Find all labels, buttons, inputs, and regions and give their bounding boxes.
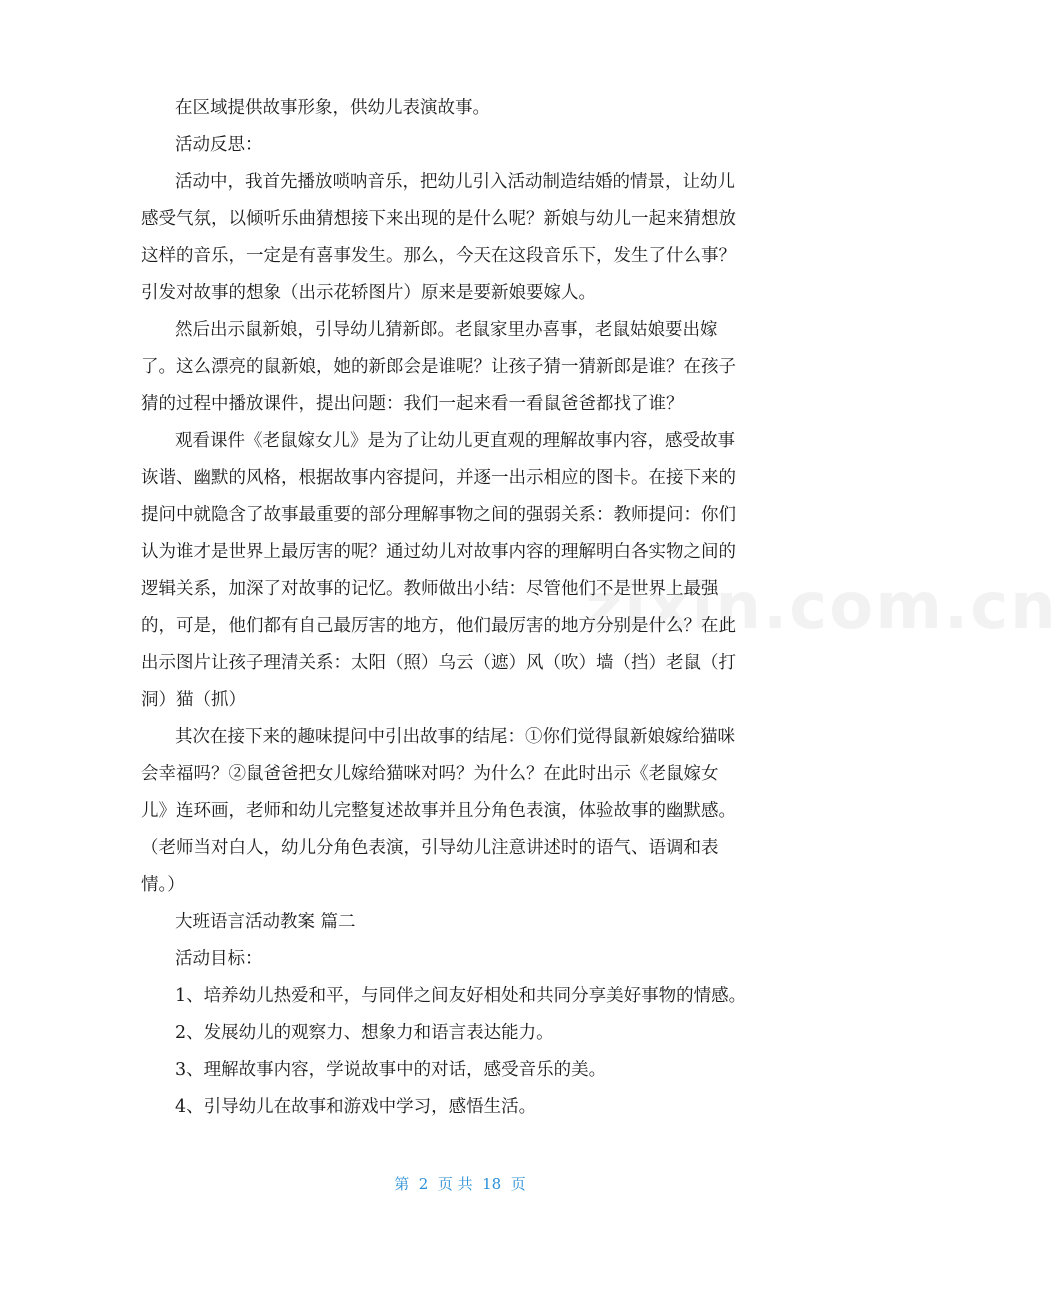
paragraph-line: 了。这么漂亮的鼠新娘，她的新郎会是谁呢？让孩子猜一猜新郎是谁？在孩子 xyxy=(141,357,736,377)
section-heading: 活动反思： xyxy=(175,135,263,155)
paragraph-line: 出示图片让孩子理清关系：太阳（照）乌云（遮）风（吹）墙（挡）老鼠（打 xyxy=(141,653,736,673)
paragraph-line: 情。） xyxy=(141,875,185,895)
paragraph-line: （老师当对白人，幼儿分角色表演，引导幼儿注意讲述时的语气、语调和表 xyxy=(141,838,719,858)
watermark: zixin.com.cn xyxy=(585,570,1058,644)
paragraph-line: 活动中，我首先播放唢呐音乐，把幼儿引入活动制造结婚的情景，让幼儿 xyxy=(175,172,735,192)
list-item: 3、理解故事内容，学说故事中的对话，感受音乐的美。 xyxy=(175,1060,607,1080)
paragraph-line: 儿》连环画，老师和幼儿完整复述故事并且分角色表演，体验故事的幽默感。 xyxy=(141,801,736,821)
page-footer: 第 2 页 共 18 页 xyxy=(394,1175,526,1193)
paragraph-line: 观看课件《老鼠嫁女儿》是为了让幼儿更直观的理解故事内容，感受故事 xyxy=(175,431,735,451)
section-heading: 活动目标： xyxy=(175,949,263,969)
paragraph-line: 然后出示鼠新娘，引导幼儿猜新郎。老鼠家里办喜事，老鼠姑娘要出嫁 xyxy=(175,320,718,340)
paragraph-line: 感受气氛，以倾听乐曲猜想接下来出现的是什么呢？新娘与幼儿一起来猜想放 xyxy=(141,209,736,229)
paragraph-line: 洞）猫（抓） xyxy=(141,690,246,710)
list-item: 4、引导幼儿在故事和游戏中学习，感悟生活。 xyxy=(175,1097,537,1117)
section-title: 大班语言活动教案 篇二 xyxy=(175,912,356,932)
paragraph-line: 的，可是，他们都有自己最厉害的地方，他们最厉害的地方分别是什么？在此 xyxy=(141,616,736,636)
paragraph-line: 会幸福吗？②鼠爸爸把女儿嫁给猫咪对吗？为什么？在此时出示《老鼠嫁女 xyxy=(141,764,719,784)
paragraph-line: 在区域提供故事形象，供幼儿表演故事。 xyxy=(175,98,490,118)
paragraph-line: 诙谐、幽默的风格，根据故事内容提问，并逐一出示相应的图卡。在接下来的 xyxy=(141,468,736,488)
paragraph-line: 逻辑关系，加深了对故事的记忆。教师做出小结：尽管他们不是世界上最强 xyxy=(141,579,719,599)
paragraph-line: 其次在接下来的趣味提问中引出故事的结尾：①你们觉得鼠新娘嫁给猫咪 xyxy=(175,727,735,747)
paragraph-line: 提问中就隐含了故事最重要的部分理解事物之间的强弱关系：教师提问：你们 xyxy=(141,505,736,525)
paragraph-line: 引发对故事的想象（出示花轿图片）原来是要新娘要嫁人。 xyxy=(141,283,596,303)
paragraph-line: 认为谁才是世界上最厉害的呢？通过幼儿对故事内容的理解明白各实物之间的 xyxy=(141,542,736,562)
paragraph-line: 猜的过程中播放课件，提出问题：我们一起来看一看鼠爸爸都找了谁？ xyxy=(141,394,684,414)
list-item: 1、培养幼儿热爱和平，与同伴之间友好相处和共同分享美好事物的情感。 xyxy=(175,986,747,1006)
paragraph-line: 这样的音乐，一定是有喜事发生。那么，今天在这段音乐下，发生了什么事？ xyxy=(141,246,736,266)
list-item: 2、发展幼儿的观察力、想象力和语言表达能力。 xyxy=(175,1023,554,1043)
